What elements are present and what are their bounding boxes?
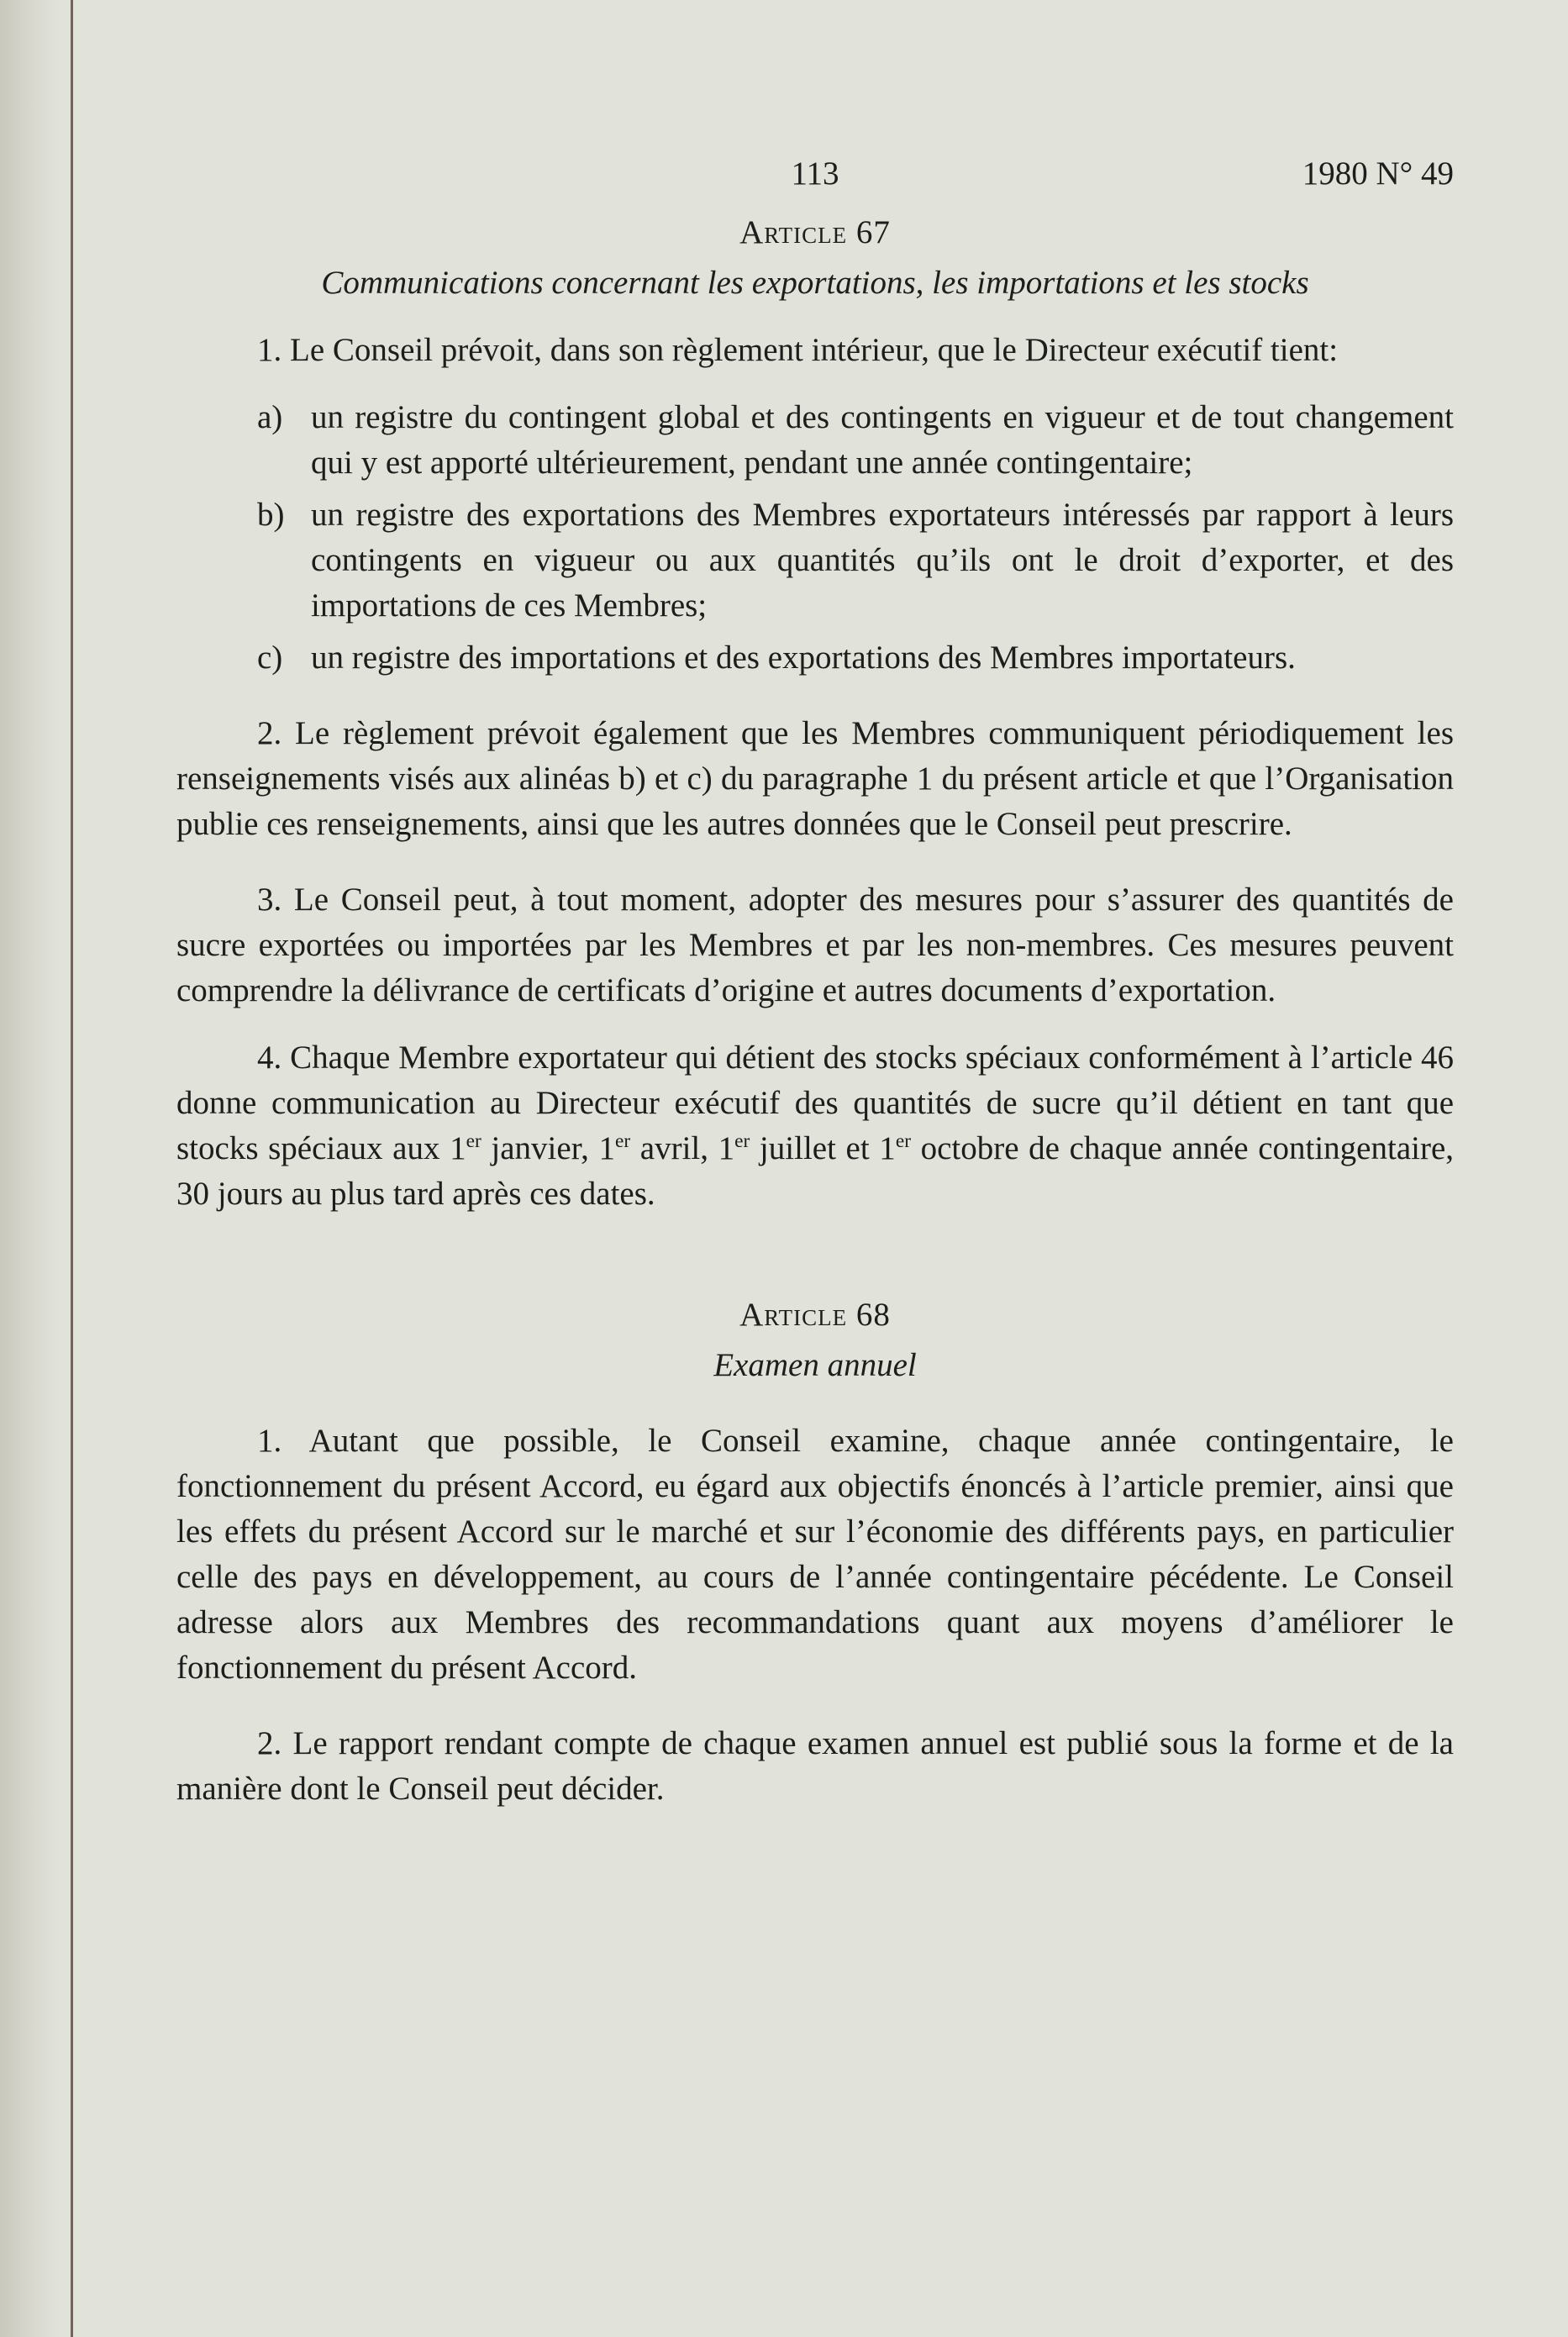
ordinal-superscript: er: [466, 1130, 481, 1152]
p4-part: 4. Chaque Membre exportateur qui détient des stocks spéciaux conformément à l’article 46 donne communication au Directeur exécutif des quantités de sucre qu’il détient en tant que stocks spéciaux aux 1: [176, 1040, 1454, 1166]
page-text: [176, 151, 1454, 1812]
article-68-paragraph-2: 2. Le rapport rendant compte de chaque examen annuel est publié sous la forme et de la manière dont le Conseil peut décider.: [176, 1725, 1454, 1807]
list-item-text: un registre des importations et des exportations des Membres importateurs.: [311, 640, 1296, 676]
ordinal-superscript: er: [615, 1130, 631, 1152]
ordinal-superscript: er: [734, 1130, 750, 1152]
article-67-paragraph-3: 3. Le Conseil peut, à tout moment, adopter des mesures pour s’assurer des quantités de sucre exportées ou importées par les Membres et par les non-membres. Ces mesures peuvent comprendre la délivrance de certificats d’origine et autres documents d’exportation.: [176, 882, 1454, 1008]
article-68-paragraph-1: 1. Autant que possible, le Conseil examine, chaque année contingentaire, le fonctionnement du présent Accord, eu égard aux objectifs énoncés à l’article premier, ainsi que les effets du présent Accord sur le marché et sur l’économie des différents pays, en particulier celle des pays en développement, au cours de l’année contingentaire pécédente. Le Conseil adresse alors aux Membres des recommandations quant aux moyens d’améliorer le fonctionnement du présent Accord.: [176, 1423, 1454, 1686]
page-header: [176, 151, 1454, 210]
p4-part: avril, 1: [630, 1130, 735, 1166]
article-68-subtitle: Examen annuel: [713, 1347, 917, 1383]
article-67-heading: [176, 210, 1454, 255]
list-item-text: un registre des exportations des Membres exportateurs intéressés par rapport à leurs contingents en vigueur ou aux quantités qu’ils ont le droit d’exporter, et des importations de ces Membres;: [311, 497, 1454, 624]
list-item: [257, 635, 1454, 681]
series-reference: 1980 N° 49: [1302, 155, 1454, 192]
article-67-paragraph-1: 1. Le Conseil prévoit, dans son règlement intérieur, que le Directeur exécutif tient:: [257, 332, 1339, 368]
list-item-marker: a): [257, 399, 283, 435]
p4-part: octobre de chaque année contingentaire, 30 jours au plus tard après ces dates.: [176, 1130, 1455, 1212]
article-68-heading: [176, 1292, 1454, 1338]
list-item-text: un registre du contingent global et des contingents en vigueur et de tout changement qui y est apporté ultérieurement, pendant une année contingentaire;: [311, 399, 1454, 481]
list-item-marker: b): [257, 497, 285, 533]
list-item: [257, 395, 1454, 486]
ordinal-superscript: er: [895, 1130, 911, 1152]
article-67-subtitle: Communications concernant les exportations, les importations et les stocks: [321, 265, 1309, 301]
p4-part: juillet et 1: [750, 1130, 896, 1166]
page-number: 113: [791, 155, 839, 192]
list-item: [257, 492, 1454, 629]
article-67-paragraph-4: [176, 1035, 1454, 1217]
binding-gutter: [0, 0, 59, 2337]
binding-edge-line: [71, 0, 73, 2337]
article-67-heading-text: Article 67: [739, 214, 891, 250]
article-67-paragraph-2: 2. Le règlement prévoit également que les Membres communiquent périodiquement les renseignements visés aux alinéas b) et c) du paragraphe 1 du présent article et que l’Organisation publie ces renseignements, ainsi que les autres données que le Conseil peut prescrire.: [176, 715, 1454, 842]
list-item-marker: c): [257, 640, 283, 676]
article-68-heading-text: Article 68: [739, 1297, 891, 1333]
p4-part: janvier, 1: [481, 1130, 615, 1166]
